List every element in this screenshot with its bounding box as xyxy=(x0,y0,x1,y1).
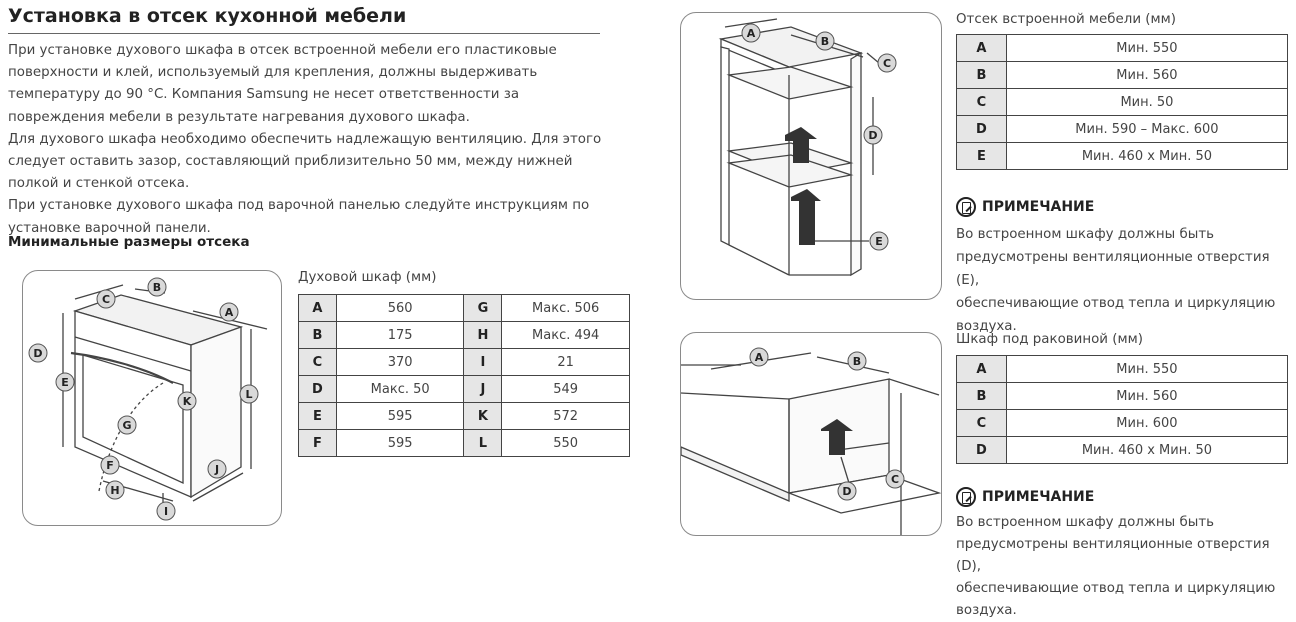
callout-A xyxy=(220,303,238,321)
title-divider xyxy=(8,33,600,34)
min-dims-heading: Минимальные размеры отсека xyxy=(8,234,250,250)
page-title: Установка в отсек кухонной мебели xyxy=(8,5,407,27)
svg-text:H: H xyxy=(110,484,120,497)
table-row: A 560 G Макс. 506 xyxy=(299,295,630,322)
intro-text xyxy=(8,40,618,240)
note-heading xyxy=(956,197,1094,217)
table-row: E Мин. 460 x Мин. 50 xyxy=(957,143,1288,170)
sink-diagram-frame xyxy=(680,332,942,536)
builtin-table-caption: Отсек встроенной мебели (мм) xyxy=(956,12,1176,27)
sink-dimensions-table xyxy=(956,355,1288,464)
callout-I xyxy=(157,502,175,520)
svg-text:D: D xyxy=(842,485,852,498)
callout-F xyxy=(101,456,119,474)
table-row: F 595 L 550 xyxy=(299,430,630,457)
sink-cabinet-diagram xyxy=(681,333,941,535)
callout-A xyxy=(742,24,760,42)
callout-D xyxy=(864,126,882,144)
oven-diagram xyxy=(23,271,281,525)
note-icon xyxy=(956,487,976,507)
svg-text:L: L xyxy=(245,388,253,401)
oven-dimensions-table xyxy=(298,294,630,457)
svg-text:K: K xyxy=(182,395,192,408)
oven-table-caption: Духовой шкаф (мм) xyxy=(298,270,437,285)
svg-text:G: G xyxy=(122,419,132,432)
callout-J xyxy=(208,460,226,478)
svg-text:F: F xyxy=(106,459,114,472)
svg-text:E: E xyxy=(875,235,883,248)
table-row: D Мин. 460 x Мин. 50 xyxy=(957,437,1288,464)
svg-text:D: D xyxy=(868,129,878,142)
table-row: D Макс. 50 J 549 xyxy=(299,376,630,403)
intro-paragraph: При установке духового шкафа под варочной панелью следуйте инструкциям по установке варочной панели. xyxy=(8,198,590,236)
table-row: E 595 K 572 xyxy=(299,403,630,430)
builtin-cabinet-diagram xyxy=(681,13,941,299)
note-text: Во встроенном шкафу должны быть предусмотрены вентиляционные отверстия (E), обеспечивающие отвод тепла и циркуляцию воздуха. xyxy=(956,227,1276,334)
callout-E xyxy=(56,373,74,391)
oven-diagram-frame xyxy=(22,270,282,526)
svg-text:A: A xyxy=(746,27,756,40)
callout-K xyxy=(178,392,196,410)
table-row: A Мин. 550 xyxy=(957,35,1288,62)
svg-text:D: D xyxy=(33,347,43,360)
svg-text:A: A xyxy=(754,351,764,364)
callout-C xyxy=(878,54,896,72)
callout-H xyxy=(106,481,124,499)
table-row: B Мин. 560 xyxy=(957,383,1288,410)
callout-E xyxy=(870,232,888,250)
note-heading xyxy=(956,487,1094,507)
callout-D xyxy=(838,482,856,500)
table-row: C 370 I 21 xyxy=(299,349,630,376)
intro-paragraph: При установке духового шкафа в отсек встроенной мебели его пластиковые поверхности и клей, используемый для крепления, должны выдерживать температуру до 90 °C. Компания Samsung не несет ответственности за повреждения мебели в результате нагревания духового шкафа. xyxy=(8,43,557,125)
table-row: A Мин. 550 xyxy=(957,356,1288,383)
table-row: C Мин. 50 xyxy=(957,89,1288,116)
svg-text:B: B xyxy=(820,35,830,48)
svg-text:A: A xyxy=(224,306,234,319)
callout-C xyxy=(97,290,115,308)
callout-G xyxy=(118,416,136,434)
airflow-arrow-icon xyxy=(791,189,821,245)
callout-C xyxy=(886,470,904,488)
svg-text:E: E xyxy=(61,376,69,389)
table-row: B Мин. 560 xyxy=(957,62,1288,89)
builtin-diagram-frame xyxy=(680,12,942,300)
callout-B xyxy=(148,278,166,296)
callout-B xyxy=(816,32,834,50)
table-row: B 175 H Макс. 494 xyxy=(299,322,630,349)
callout-D xyxy=(29,344,47,362)
svg-text:I: I xyxy=(163,505,169,518)
note-icon xyxy=(956,197,976,217)
svg-text:J: J xyxy=(214,463,220,476)
svg-text:B: B xyxy=(852,355,862,368)
intro-paragraph: Для духового шкафа необходимо обеспечить надлежащую вентиляцию. Для этого следует оставить зазор, составляющий приблизительно 50 мм, между нижней полкой и стенкой отсека. xyxy=(8,131,602,192)
callout-A xyxy=(750,348,768,366)
svg-text:B: B xyxy=(152,281,162,294)
sink-table-caption: Шкаф под раковиной (мм) xyxy=(956,332,1143,347)
svg-text:C: C xyxy=(882,57,892,70)
note-heading-text: ПРИМЕЧАНИЕ xyxy=(982,199,1095,215)
callout-L xyxy=(240,385,258,403)
builtin-dimensions-table xyxy=(956,34,1288,170)
table-row: C Мин. 600 xyxy=(957,410,1288,437)
note-text: Во встроенном шкафу должны быть предусмотрены вентиляционные отверстия (D), обеспечивающие отвод тепла и циркуляцию воздуха. xyxy=(956,515,1276,618)
svg-text:C: C xyxy=(101,293,111,306)
note-heading-text: ПРИМЕЧАНИЕ xyxy=(982,489,1095,505)
callout-B xyxy=(848,352,866,370)
table-row: D Мин. 590 – Макс. 600 xyxy=(957,116,1288,143)
svg-text:C: C xyxy=(890,473,900,486)
